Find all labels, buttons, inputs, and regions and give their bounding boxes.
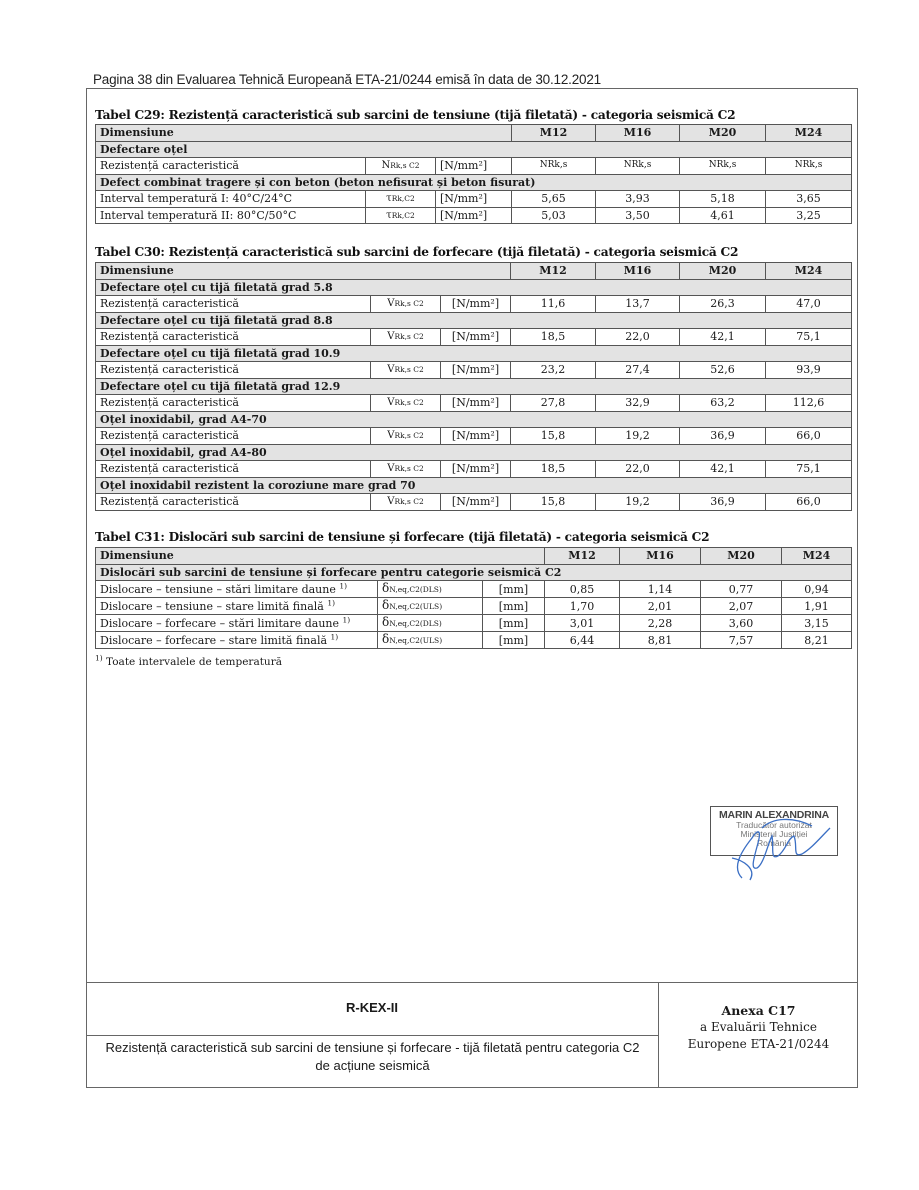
- cell-m16: 2,01: [620, 598, 701, 615]
- cell-m12: 18,5: [511, 461, 596, 478]
- row-symbol: τRk,C2: [366, 207, 436, 224]
- cell-m20: NRk,s: [680, 158, 766, 175]
- signature-icon: [702, 798, 852, 888]
- cell-m20: 63,2: [680, 395, 766, 412]
- section-label: Oțel inoxidabil, grad A4-70: [96, 411, 852, 428]
- row-unit: [N/mm²]: [441, 395, 511, 412]
- cell-m24: 3,25: [766, 207, 852, 224]
- row-unit: [mm]: [483, 615, 545, 632]
- cell-m12: 15,8: [511, 428, 596, 445]
- cell-m16: 22,0: [596, 329, 680, 346]
- cell-m16: 19,2: [596, 494, 680, 511]
- header-m24: M24: [782, 548, 852, 565]
- cell-m24: 47,0: [766, 296, 852, 313]
- table-row: [96, 158, 852, 175]
- cell-m16: 8,81: [620, 632, 701, 649]
- section-row: [96, 411, 852, 428]
- row-label: Interval temperatură II: 80°C/50°C: [96, 207, 366, 224]
- cell-m20: 52,6: [680, 362, 766, 379]
- cell-m16: 32,9: [596, 395, 680, 412]
- header-m24: M24: [766, 125, 852, 142]
- section-row: [96, 444, 852, 461]
- annex-title: Anexa C17: [721, 1003, 796, 1018]
- row-unit: [mm]: [483, 632, 545, 649]
- cell-m24: 3,65: [766, 191, 852, 208]
- cell-m24: 75,1: [766, 329, 852, 346]
- page-header: Pagina 38 din Evaluarea Tehnică Europeană ETA-21/0244 emisă în data de 30.12.2021: [93, 72, 601, 87]
- header-m16: M16: [620, 548, 701, 565]
- section-label: Oțel inoxidabil, grad A4-80: [96, 444, 852, 461]
- row-unit: [N/mm²]: [441, 362, 511, 379]
- cell-m16: NRk,s: [596, 158, 680, 175]
- footnote: $^{1)}$ Toate intervalele de temperatură: [95, 653, 282, 668]
- row-label: Rezistență caracteristică: [96, 362, 371, 379]
- cell-m12: 11,6: [511, 296, 596, 313]
- row-label: Dislocare – forfecare – stări limitare daune $^{1)}$: [96, 615, 378, 632]
- row-unit: [N/mm²]: [436, 207, 512, 224]
- footer-horizontal-divider: [86, 1035, 658, 1036]
- cell-m20: 36,9: [680, 428, 766, 445]
- cell-m12: NRk,s: [512, 158, 596, 175]
- table-row: [96, 615, 852, 632]
- annex-description: Rezistență caracteristică sub sarcini de tensiune și forfecare - tijă filetată pentru categoria C2 de acțiune seismică: [105, 1040, 640, 1073]
- row-symbol: VRk,s C2: [371, 461, 441, 478]
- row-symbol: τRk,C2: [366, 191, 436, 208]
- table-row: [96, 581, 852, 598]
- header-m12: M12: [545, 548, 620, 565]
- cell-m12: 15,8: [511, 494, 596, 511]
- row-unit: [N/mm²]: [441, 428, 511, 445]
- table-row: [96, 461, 852, 478]
- section-row: [96, 279, 852, 296]
- annex-label: Anexa C17 a Evaluării Tehnice Europene ETA-21/0244: [659, 1002, 858, 1053]
- section-row: [96, 477, 852, 494]
- section-row: [96, 174, 852, 191]
- section-label: Defectare oțel: [96, 141, 852, 158]
- cell-m24: 75,1: [766, 461, 852, 478]
- row-symbol: VRk,s C2: [371, 428, 441, 445]
- cell-m12: 18,5: [511, 329, 596, 346]
- cell-m24: 66,0: [766, 494, 852, 511]
- header-m24: M24: [766, 263, 852, 280]
- table-header-row: [96, 125, 852, 142]
- header-dimension: Dimensiune: [96, 263, 511, 280]
- stamp-name: MARIN ALEXANDRINA: [719, 809, 829, 821]
- table-c30: [95, 262, 852, 511]
- cell-m16: 3,50: [596, 207, 680, 224]
- translator-stamp: [702, 798, 852, 888]
- cell-m20: 4,61: [680, 207, 766, 224]
- cell-m20: 5,18: [680, 191, 766, 208]
- row-label: Dislocare – tensiune – stări limitare daune $^{1)}$: [96, 581, 378, 598]
- cell-m16: 1,14: [620, 581, 701, 598]
- cell-m12: 5,03: [512, 207, 596, 224]
- cell-m16: 27,4: [596, 362, 680, 379]
- row-label: Rezistență caracteristică: [96, 494, 371, 511]
- cell-m24: 66,0: [766, 428, 852, 445]
- section-label: Defectare oțel cu tijă filetată grad 8.8: [96, 312, 852, 329]
- table-row: [96, 428, 852, 445]
- table-c31: [95, 547, 852, 649]
- section-row: [96, 141, 852, 158]
- row-unit: [N/mm²]: [441, 296, 511, 313]
- row-symbol: δN,eq,C2(ULS): [378, 632, 483, 649]
- row-unit: [N/mm²]: [441, 329, 511, 346]
- row-label: Dislocare – tensiune – stare limită finală $^{1)}$: [96, 598, 378, 615]
- cell-m20: 26,3: [680, 296, 766, 313]
- cell-m24: 112,6: [766, 395, 852, 412]
- table-row: [96, 207, 852, 224]
- cell-m24: 3,15: [782, 615, 852, 632]
- section-row: [96, 564, 852, 581]
- section-label: Defectare oțel cu tijă filetată grad 10.9: [96, 345, 852, 362]
- footer-divider: [86, 982, 858, 983]
- header-m20: M20: [701, 548, 782, 565]
- table-row: [96, 362, 852, 379]
- section-label: Oțel inoxidabil rezistent la coroziune mare grad 70: [96, 477, 852, 494]
- cell-m20: 7,57: [701, 632, 782, 649]
- section-label: Defectare oțel cu tijă filetată grad 12.9: [96, 378, 852, 395]
- table-row: [96, 494, 852, 511]
- table-header-row: [96, 548, 852, 565]
- row-label: Rezistență caracteristică: [96, 395, 371, 412]
- cell-m16: 19,2: [596, 428, 680, 445]
- table-c31-title: Tabel C31: Dislocări sub sarcini de tensiune și forfecare (tijă filetată) - categoria seismică C2: [95, 530, 710, 544]
- header-m20: M20: [680, 263, 766, 280]
- section-row: [96, 378, 852, 395]
- header-m16: M16: [596, 125, 680, 142]
- stamp-box: MARIN ALEXANDRINA Traducător autorizat Ministerul Justiției România: [710, 806, 838, 856]
- table-row: [96, 632, 852, 649]
- row-symbol: δN,eq,C2(DLS): [378, 581, 483, 598]
- header-m12: M12: [512, 125, 596, 142]
- row-symbol: NRk,s C2: [366, 158, 436, 175]
- table-row: [96, 395, 852, 412]
- table-c30-title: Tabel C30: Rezistență caracteristică sub sarcini de forfecare (tijă filetată) - categoria seismică C2: [95, 245, 739, 259]
- row-label: Rezistență caracteristică: [96, 296, 371, 313]
- header-dimension: Dimensiune: [96, 125, 512, 142]
- cell-m12: 0,85: [545, 581, 620, 598]
- row-symbol: δN,eq,C2(DLS): [378, 615, 483, 632]
- cell-m16: 3,93: [596, 191, 680, 208]
- cell-m20: 2,07: [701, 598, 782, 615]
- header-m16: M16: [596, 263, 680, 280]
- row-label: Dislocare – forfecare – stare limită finală $^{1)}$: [96, 632, 378, 649]
- cell-m24: NRk,s: [766, 158, 852, 175]
- section-row: [96, 345, 852, 362]
- header-dimension: Dimensiune: [96, 548, 545, 565]
- row-symbol: VRk,s C2: [371, 395, 441, 412]
- table-row: [96, 191, 852, 208]
- table-c29: [95, 124, 852, 224]
- cell-m20: 0,77: [701, 581, 782, 598]
- row-label: Interval temperatură I: 40°C/24°C: [96, 191, 366, 208]
- header-m20: M20: [680, 125, 766, 142]
- row-label: Rezistență caracteristică: [96, 428, 371, 445]
- row-label: Rezistență caracteristică: [96, 461, 371, 478]
- section-label: Defectare oțel cu tijă filetată grad 5.8: [96, 279, 852, 296]
- cell-m24: 8,21: [782, 632, 852, 649]
- cell-m24: 1,91: [782, 598, 852, 615]
- cell-m20: 36,9: [680, 494, 766, 511]
- cell-m16: 2,28: [620, 615, 701, 632]
- table-header-row: [96, 263, 852, 280]
- row-symbol: VRk,s C2: [371, 329, 441, 346]
- cell-m12: 3,01: [545, 615, 620, 632]
- cell-m12: 1,70: [545, 598, 620, 615]
- row-unit: [N/mm²]: [441, 461, 511, 478]
- section-label: Defect combinat tragere și con beton (beton nefisurat și beton fisurat): [96, 174, 852, 191]
- row-symbol: VRk,s C2: [371, 296, 441, 313]
- table-row: [96, 296, 852, 313]
- cell-m20: 3,60: [701, 615, 782, 632]
- row-symbol: δN,eq,C2(ULS): [378, 598, 483, 615]
- section-row: [96, 312, 852, 329]
- cell-m20: 42,1: [680, 461, 766, 478]
- header-m12: M12: [511, 263, 596, 280]
- cell-m24: 0,94: [782, 581, 852, 598]
- table-row: [96, 329, 852, 346]
- product-name: R-KEX-II: [346, 1000, 398, 1015]
- cell-m20: 42,1: [680, 329, 766, 346]
- cell-m12: 6,44: [545, 632, 620, 649]
- row-unit: [N/mm²]: [436, 191, 512, 208]
- row-unit: [mm]: [483, 581, 545, 598]
- row-label: Rezistență caracteristică: [96, 329, 371, 346]
- table-row: [96, 598, 852, 615]
- cell-m12: 5,65: [512, 191, 596, 208]
- cell-m16: 13,7: [596, 296, 680, 313]
- row-symbol: VRk,s C2: [371, 494, 441, 511]
- cell-m12: 23,2: [511, 362, 596, 379]
- cell-m12: 27,8: [511, 395, 596, 412]
- row-symbol: VRk,s C2: [371, 362, 441, 379]
- row-unit: [N/mm²]: [441, 494, 511, 511]
- row-unit: [mm]: [483, 598, 545, 615]
- cell-m16: 22,0: [596, 461, 680, 478]
- row-label: Rezistență caracteristică: [96, 158, 366, 175]
- cell-m24: 93,9: [766, 362, 852, 379]
- table-c29-title: Tabel C29: Rezistență caracteristică sub sarcini de tensiune (tijă filetată) - categoria seismică C2: [95, 108, 736, 122]
- section-label: Dislocări sub sarcini de tensiune și forfecare pentru categorie seismică C2: [96, 564, 852, 581]
- row-unit: [N/mm²]: [436, 158, 512, 175]
